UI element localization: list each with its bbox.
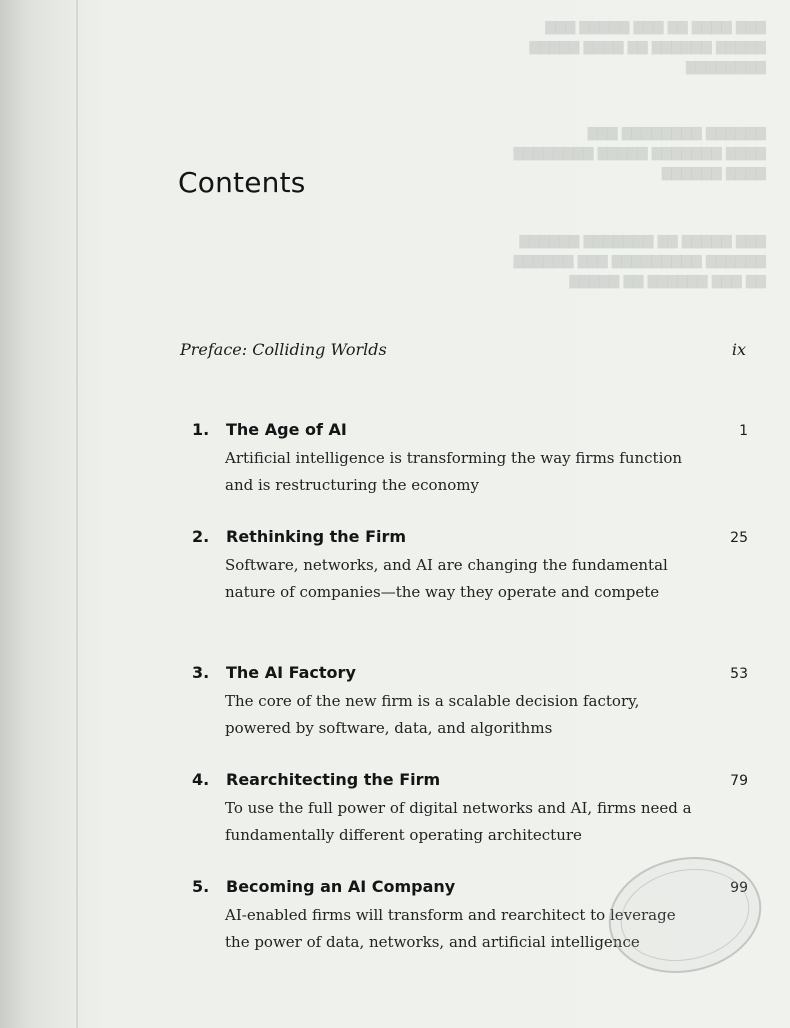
- chapter-number: 5.: [192, 877, 210, 896]
- page-title: Contents: [178, 166, 306, 199]
- chapter-number: 4.: [192, 770, 210, 789]
- chapter-description: Artificial intelligence is transforming the way firms function and is restructuring the economy: [225, 449, 683, 494]
- preface-entry[interactable]: [180, 340, 746, 359]
- chapter-number: 3.: [192, 663, 210, 682]
- bleed-through-text: ▇▇▇ ▇▇▇▇ ▇▇ ▇▇▇ ▇▇▇▇▇ ▇▇▇ ▇▇▇▇▇ ▇▇▇▇▇▇ ▇▇ ▇▇▇▇ ▇▇▇▇▇ ▇▇▇▇▇▇▇▇: [529, 20, 766, 75]
- chapter-entry[interactable]: [192, 527, 748, 606]
- chapter-page-number: 25: [730, 530, 748, 546]
- chapter-title: Becoming an AI Company: [226, 877, 456, 896]
- bleed-through-text: ▇▇▇▇▇▇ ▇▇▇▇▇▇▇▇ ▇▇▇ ▇▇▇▇ ▇▇▇▇▇▇▇ ▇▇▇▇▇ ▇▇▇▇▇▇▇▇ ▇▇▇▇ ▇▇▇▇▇▇: [513, 126, 766, 181]
- chapter-page-number: 53: [730, 666, 748, 682]
- chapter-page-number: 99: [730, 880, 748, 896]
- chapter-page-number: 1: [739, 423, 748, 439]
- chapter-number: 2.: [192, 527, 210, 546]
- chapter-entry[interactable]: [192, 420, 748, 499]
- chapter-description: The core of the new firm is a scalable decision factory, powered by software, data, and algorithms: [225, 692, 640, 737]
- chapter-title: The Age of AI: [226, 420, 347, 439]
- chapter-number: 1.: [192, 420, 210, 439]
- chapter-description: Software, networks, and AI are changing the fundamental nature of companies—the way they operate and compete: [225, 556, 668, 601]
- page-gutter: [76, 0, 78, 1028]
- chapter-title: Rethinking the Firm: [226, 527, 407, 546]
- chapter-description: AI-enabled firms will transform and rearchitect to leverage the power of data, networks, and artificial intelligence: [225, 906, 676, 951]
- chapter-description: To use the full power of digital networks and AI, firms need a fundamentally different operating architecture: [225, 799, 692, 844]
- chapter-entry[interactable]: [192, 770, 748, 849]
- bleed-through-text: ▇▇▇ ▇▇▇▇▇ ▇▇ ▇▇▇▇▇▇▇ ▇▇▇▇▇▇ ▇▇▇▇▇▇ ▇▇▇▇▇▇▇▇▇ ▇▇▇ ▇▇▇▇▇▇ ▇▇ ▇▇▇ ▇▇▇▇▇▇ ▇▇ ▇▇▇▇▇: [513, 234, 766, 289]
- chapter-title: The AI Factory: [226, 663, 356, 682]
- chapter-entry[interactable]: [192, 663, 748, 742]
- chapter-page-number: 79: [730, 773, 748, 789]
- chapter-title: Rearchitecting the Firm: [226, 770, 441, 789]
- watermark-stamp: [598, 843, 772, 987]
- preface-page-number: ix: [731, 340, 746, 359]
- preface-title: Preface: Colliding Worlds: [180, 340, 387, 359]
